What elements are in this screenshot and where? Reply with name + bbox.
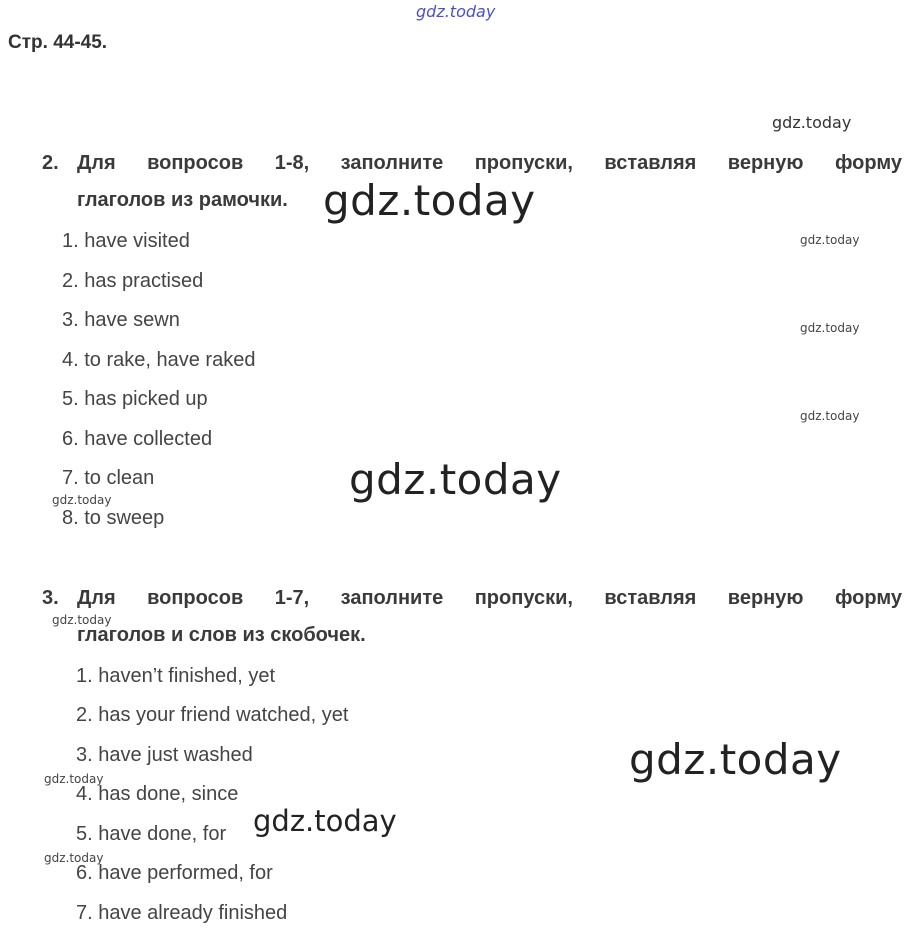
answer-item: 3. have sewn <box>62 309 180 331</box>
watermark: gdz.today <box>772 113 852 132</box>
answer-item: 2. has your friend watched, yet <box>76 704 349 726</box>
answer-item: 5. has picked up <box>62 388 208 410</box>
answer-item: 1. haven’t finished, yet <box>76 665 276 687</box>
answer-item: 3. have just washed <box>76 744 253 766</box>
task-instruction-line2: глаголов и слов из скобочек. <box>77 624 366 646</box>
watermark-small: gdz.today <box>52 493 112 507</box>
answer-item: 6. have collected <box>62 428 213 450</box>
task-3-heading <box>42 580 902 654</box>
watermark-small: gdz.today <box>800 233 860 247</box>
task-instruction-line2: глаголов из рамочки. <box>77 189 288 211</box>
watermark-small: gdz.today <box>800 409 860 423</box>
page-reference: Стр. 44-45. <box>8 32 108 53</box>
watermark-small: gdz.today <box>800 321 860 335</box>
task-number: 3. <box>42 587 59 609</box>
task-instruction-line1: Для вопросов 1-8, заполните пропуски, вставляя верную форму <box>77 152 902 174</box>
answer-item: 4. to rake, have raked <box>62 349 256 371</box>
watermark-medium: gdz.today <box>253 804 397 838</box>
answer-item: 5. have done, for <box>76 823 227 845</box>
watermark-large: gdz.today <box>323 176 536 225</box>
answer-item: 4. has done, since <box>76 783 239 805</box>
watermark-small: gdz.today <box>52 613 112 627</box>
answer-item: 1. have visited <box>62 230 190 252</box>
answer-item: 7. have already finished <box>76 902 288 924</box>
watermark-small: gdz.today <box>44 772 104 786</box>
watermark-large: gdz.today <box>349 455 562 504</box>
watermark-small: gdz.today <box>44 851 104 865</box>
task-instruction-line1: Для вопросов 1-7, заполните пропуски, вставляя верную форму <box>77 587 902 609</box>
answer-item: 2. has practised <box>62 270 204 292</box>
watermark-top: gdz.today <box>416 2 496 21</box>
answer-item: 6. have performed, for <box>76 862 273 884</box>
answer-item: 7. to clean <box>62 467 155 489</box>
watermark-large: gdz.today <box>629 735 842 784</box>
answer-item: 8. to sweep <box>62 507 165 529</box>
task-number: 2. <box>42 152 59 174</box>
